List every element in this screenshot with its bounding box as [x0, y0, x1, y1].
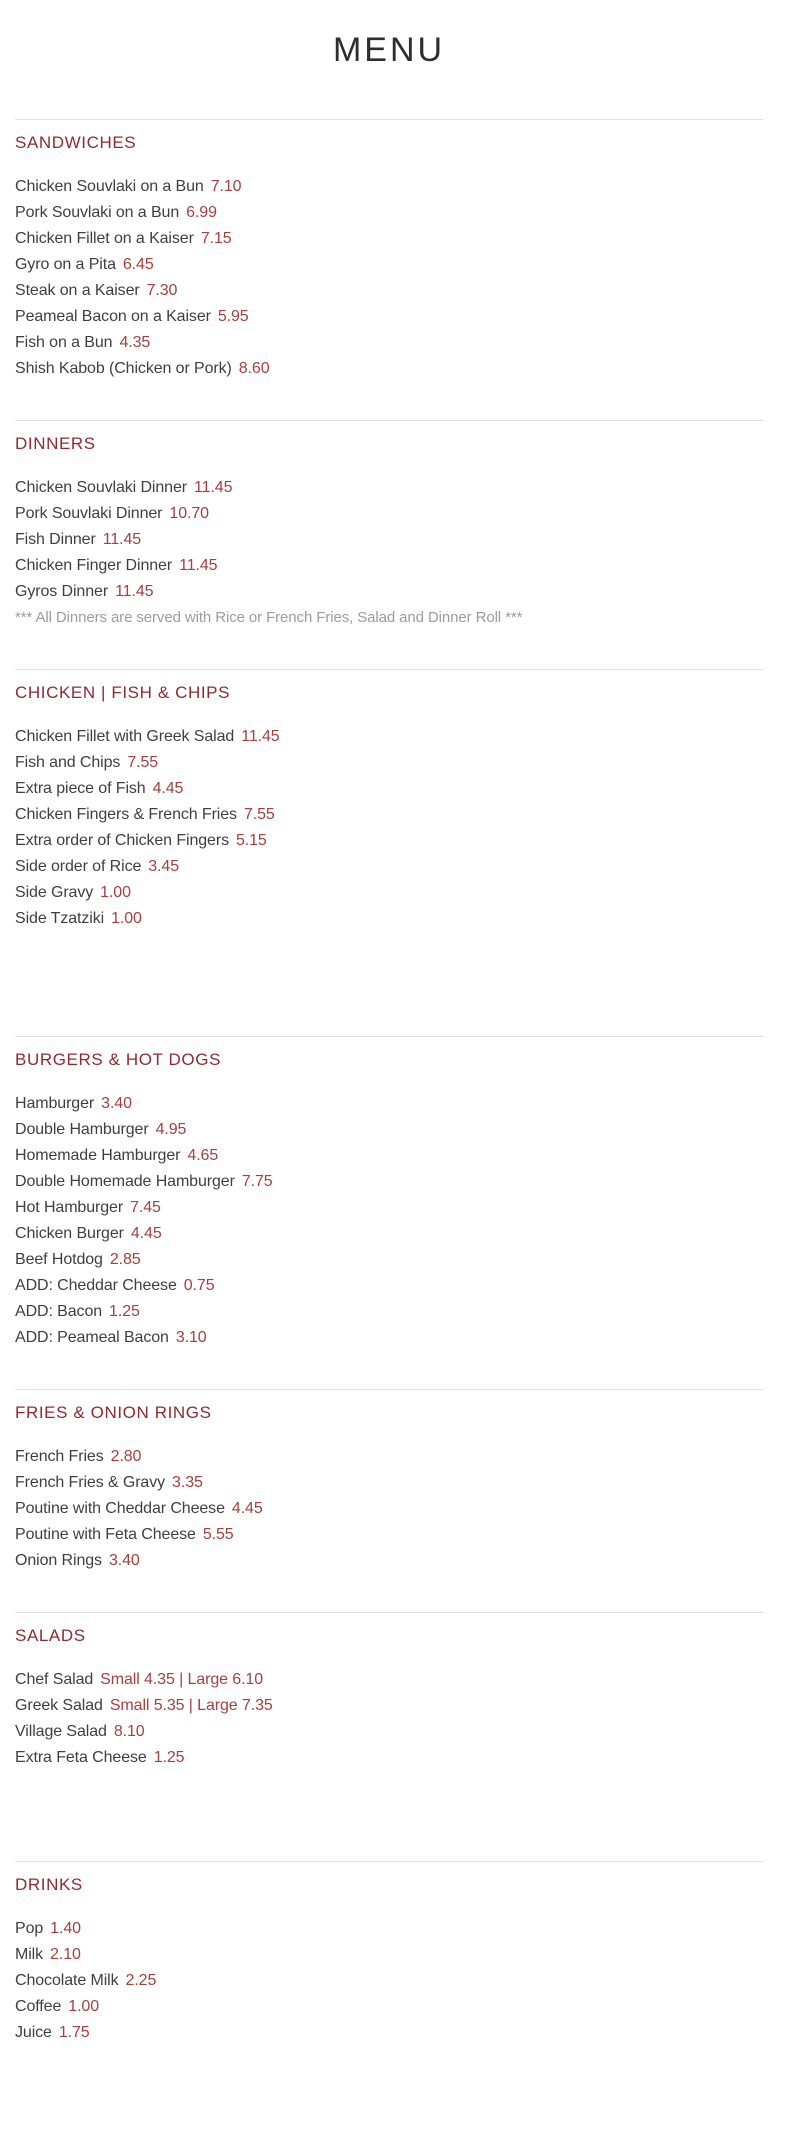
item-price: 7.55 [127, 754, 159, 771]
menu-item [15, 906, 763, 932]
item-price: 3.40 [108, 1552, 140, 1569]
menu-item [15, 828, 763, 854]
item-label: ADD: Peameal Bacon [15, 1329, 169, 1346]
item-price: 3.10 [175, 1329, 207, 1346]
item-label: Chicken Souvlaki Dinner [15, 479, 188, 496]
section-title: BURGERS & HOT DOGS [15, 1050, 222, 1069]
menu-item [15, 501, 763, 527]
item-label: Extra Feta Cheese [15, 1749, 147, 1766]
item-price: 1.25 [109, 1303, 140, 1320]
menu-section-dinners [15, 420, 763, 631]
item-price: 7.15 [200, 230, 232, 247]
item-label: Chicken Fingers & French Fries [15, 806, 237, 823]
menu-item [15, 1667, 763, 1693]
item-price: 4.45 [152, 780, 184, 797]
item-label: Chocolate Milk [15, 1972, 119, 1989]
menu-item [15, 880, 763, 906]
menu-item [15, 1942, 763, 1968]
item-price: 5.15 [235, 832, 267, 849]
menu-item [15, 553, 763, 579]
menu-section-burgers-hot-dogs [15, 1036, 763, 1351]
item-label: Side Gravy [15, 884, 94, 901]
item-price: 6.45 [122, 256, 154, 273]
menu-item [15, 1994, 763, 2020]
item-price: Small 4.35 | Large 6.10 [100, 1671, 264, 1688]
item-label: ADD: Bacon [15, 1303, 103, 1320]
page-title: MENU [332, 31, 446, 69]
section-note: *** All Dinners are served with Rice or French Fries, Salad and Dinner Roll *** [15, 609, 523, 626]
item-price: 1.40 [50, 1920, 81, 1937]
menu-item [15, 802, 763, 828]
item-label: Chicken Souvlaki on a Bun [15, 178, 204, 195]
item-label: Side order of Rice [15, 858, 142, 875]
item-label: Shish Kabob (Chicken or Pork) [15, 360, 232, 377]
menu-item [15, 356, 763, 382]
item-price: 0.75 [183, 1277, 215, 1294]
menu-item [15, 304, 763, 330]
section-items [15, 1667, 763, 1771]
section-items [15, 1916, 763, 2046]
menu-item [15, 1496, 763, 1522]
item-label: Fish Dinner [15, 531, 96, 548]
section-items [15, 475, 763, 605]
menu-item [15, 1325, 763, 1351]
item-price: 3.40 [101, 1095, 132, 1112]
item-price: 1.25 [153, 1749, 185, 1766]
menu-item [15, 527, 763, 553]
menu-item [15, 1299, 763, 1325]
item-label: Double Homemade Hamburger [15, 1173, 235, 1190]
item-label: Hot Hamburger [15, 1199, 124, 1216]
item-label: Beef Hotdog [15, 1251, 103, 1268]
menu-sections [15, 119, 763, 2046]
item-label: Onion Rings [15, 1552, 102, 1569]
item-price: 11.45 [179, 557, 218, 574]
item-label: Chicken Fillet on a Kaiser [15, 230, 194, 247]
menu-item [15, 330, 763, 356]
item-label: Greek Salad [15, 1697, 103, 1714]
item-label: Gyros Dinner [15, 583, 109, 600]
section-title: DINNERS [15, 434, 96, 453]
menu-item [15, 1916, 763, 1942]
section-items [15, 1444, 763, 1574]
menu-item [15, 1169, 763, 1195]
menu-item [15, 278, 763, 304]
item-price: 10.70 [169, 505, 209, 522]
menu-item [15, 1143, 763, 1169]
item-label: Homemade Hamburger [15, 1147, 181, 1164]
item-price: 4.65 [187, 1147, 219, 1164]
item-price: Small 5.35 | Large 7.35 [109, 1697, 273, 1714]
section-title: DRINKS [15, 1875, 83, 1894]
item-price: 1.00 [68, 1998, 100, 2015]
menu-item [15, 1470, 763, 1496]
item-price: 5.55 [202, 1526, 234, 1543]
menu-section-salads [15, 1612, 763, 1771]
item-price: 8.60 [238, 360, 270, 377]
menu-item [15, 1195, 763, 1221]
item-label: Chicken Fillet with Greek Salad [15, 728, 235, 745]
item-label: French Fries & Gravy [15, 1474, 166, 1491]
item-label: Chef Salad [15, 1671, 94, 1688]
item-label: Side Tzatziki [15, 910, 105, 927]
item-label: Coffee [15, 1998, 62, 2015]
item-label: Extra order of Chicken Fingers [15, 832, 229, 849]
menu-item [15, 252, 763, 278]
section-title: FRIES & ONION RINGS [15, 1403, 212, 1422]
menu-item [15, 1444, 763, 1470]
item-price: 11.45 [102, 531, 142, 548]
item-label: Poutine with Feta Cheese [15, 1526, 196, 1543]
item-label: Extra piece of Fish [15, 780, 146, 797]
item-price: 4.35 [119, 334, 151, 351]
menu-item [15, 1968, 763, 1994]
item-price: 4.95 [155, 1121, 187, 1138]
item-price: 4.45 [231, 1500, 263, 1517]
item-label: Village Salad [15, 1723, 107, 1740]
menu-item [15, 200, 763, 226]
menu-item [15, 854, 763, 880]
item-price: 8.10 [113, 1723, 145, 1740]
item-price: 2.85 [109, 1251, 141, 1268]
menu-item [15, 226, 763, 252]
item-price: 5.95 [217, 308, 249, 325]
item-price: 3.35 [172, 1474, 203, 1491]
item-price: 1.00 [100, 884, 131, 901]
item-label: Double Hamburger [15, 1121, 149, 1138]
item-label: Pork Souvlaki on a Bun [15, 204, 180, 221]
item-price: 11.45 [194, 479, 233, 496]
item-price: 1.75 [58, 2024, 90, 2041]
menu-item [15, 1745, 763, 1771]
item-price: 7.10 [210, 178, 242, 195]
item-price: 7.45 [130, 1199, 161, 1216]
menu-item [15, 1548, 763, 1574]
item-label: Pop [15, 1920, 44, 1937]
menu-item [15, 1117, 763, 1143]
menu-item [15, 2020, 763, 2046]
item-label: Poutine with Cheddar Cheese [15, 1500, 225, 1517]
section-title: SALADS [15, 1626, 86, 1645]
item-price: 11.45 [241, 728, 280, 745]
section-items [15, 724, 763, 932]
menu-item [15, 1273, 763, 1299]
item-price: 1.00 [111, 910, 142, 927]
item-price: 3.45 [148, 858, 180, 875]
menu-item [15, 1091, 763, 1117]
item-price: 2.25 [125, 1972, 157, 1989]
item-label: Milk [15, 1946, 44, 1963]
item-label: Juice [15, 2024, 52, 2041]
menu-section-fries-onion-rings [15, 1389, 763, 1574]
item-price: 2.80 [110, 1448, 142, 1465]
item-label: Fish and Chips [15, 754, 121, 771]
menu-section-sandwiches [15, 119, 763, 382]
menu-item [15, 1719, 763, 1745]
menu-section-chicken-fish-chips [15, 669, 763, 932]
item-price: 4.45 [130, 1225, 162, 1242]
item-label: Steak on a Kaiser [15, 282, 140, 299]
menu-section-drinks [15, 1861, 763, 2046]
item-price: 7.30 [146, 282, 178, 299]
item-price: 11.45 [115, 583, 154, 600]
menu-item [15, 475, 763, 501]
section-items [15, 174, 763, 382]
menu-item [15, 724, 763, 750]
menu-item [15, 579, 763, 605]
item-label: French Fries [15, 1448, 104, 1465]
menu-page [0, 30, 785, 2096]
section-title: SANDWICHES [15, 133, 137, 152]
menu-item [15, 1522, 763, 1548]
section-title: CHICKEN | FISH & CHIPS [15, 683, 231, 702]
item-label: Chicken Burger [15, 1225, 124, 1242]
menu-item [15, 750, 763, 776]
item-label: ADD: Cheddar Cheese [15, 1277, 177, 1294]
item-price: 7.55 [243, 806, 275, 823]
item-label: Peameal Bacon on a Kaiser [15, 308, 211, 325]
item-label: Fish on a Bun [15, 334, 113, 351]
menu-item [15, 1247, 763, 1273]
section-items [15, 1091, 763, 1351]
item-label: Gyro on a Pita [15, 256, 116, 273]
item-label: Chicken Finger Dinner [15, 557, 173, 574]
menu-item [15, 1693, 763, 1719]
menu-item [15, 1221, 763, 1247]
item-price: 6.99 [186, 204, 217, 221]
item-label: Pork Souvlaki Dinner [15, 505, 163, 522]
item-label: Hamburger [15, 1095, 95, 1112]
menu-item [15, 776, 763, 802]
item-price: 7.75 [241, 1173, 273, 1190]
item-price: 2.10 [50, 1946, 81, 1963]
menu-item [15, 174, 763, 200]
